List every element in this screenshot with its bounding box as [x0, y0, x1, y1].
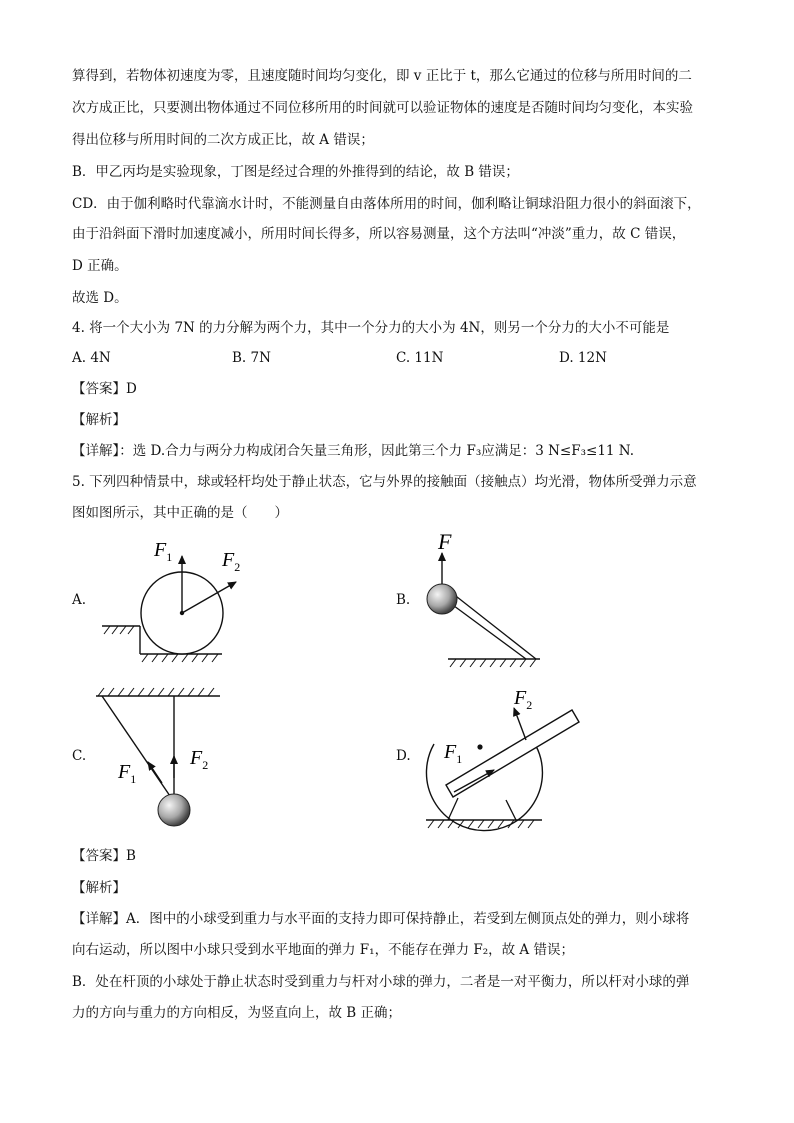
prev-solution-line-2: 次方成正比，只要测出物体通过不同位移所用的时间就可以验证物体的速度是否随时间均匀变化，本实验 — [72, 100, 693, 116]
prev-solution-line-1: 算得到，若物体初速度为零，且速度随时间均匀变化，即 v 正比于 t，那么它通过的位移与所用时间的二 — [72, 68, 692, 84]
q4-analysis-tag: 【解析】 — [72, 412, 126, 428]
fig-c-f1-label: $F_1$ — [118, 761, 137, 786]
fig-d-leg-right — [506, 800, 516, 820]
q4-answer: D — [126, 381, 137, 397]
fig-c-ball — [158, 794, 190, 826]
fig-d-rod — [446, 710, 579, 797]
fig-d-f1-label: $F_1$ — [444, 741, 463, 766]
q4-answer-line — [72, 379, 137, 399]
fig-c-ceiling-hatch — [98, 688, 214, 696]
q5-detail-line-1 — [72, 909, 689, 929]
q5-detail-a1: A．图中的小球受到重力与水平面的支持力即可保持静止，若受到左侧顶点处的弹力，则小球将 — [126, 911, 690, 927]
fig-c-f2-label: $F_2$ — [190, 747, 209, 772]
fig-d-leg-left — [448, 798, 458, 820]
prev-solution-line-7: D 正确。 — [72, 258, 128, 274]
fig-a-f1-label: $F_1$ — [154, 539, 173, 564]
q4-detail-tag: 【详解】 — [72, 443, 120, 459]
q4-option-a: A. 4N — [72, 350, 111, 366]
q5-figure-d — [418, 680, 588, 838]
q4-option-c: C. 11N — [396, 350, 444, 366]
q5-answer-line — [72, 846, 136, 866]
prev-solution-line-6: 由于沿斜面下滑时加速度减小，所用时间长得多，所以容易测量，这个方法叫“冲淡”重力，故 C 错误， — [72, 226, 686, 242]
fig-b-ground-hatch — [450, 659, 536, 667]
q4-option-b: B. 7N — [232, 350, 271, 366]
q5-fig-d-label: D. — [396, 748, 411, 764]
q5-detail-tag: 【详解】 — [72, 911, 126, 927]
q4-option-d: D. 12N — [559, 350, 607, 366]
fig-a-f2-label: $F_2$ — [222, 549, 241, 574]
q4-answer-tag: 【答案】 — [72, 381, 126, 397]
prev-solution-line-3: 得出位移与所用时间的二次方成正比，故 A 错误； — [72, 132, 374, 148]
fig-a-lower-ground-hatch — [142, 654, 218, 662]
q5-detail-line-2: 向右运动，所以图中小球只受到水平地面的弹力 F₁，不能存在弹力 F₂，故 A 错误； — [72, 942, 574, 958]
fig-b-ball — [427, 584, 457, 614]
fig-b-f-label: F — [438, 529, 452, 554]
prev-solution-line-8: 故选 D。 — [72, 290, 128, 306]
q5-stem-2: 图如图所示，其中正确的是（ ） — [72, 505, 288, 521]
q5-figure-c — [92, 682, 232, 834]
prev-solution-line-5: CD．由于伽利略时代靠滴水计时，不能测量自由落体所用的时间，伽利略让铜球沿阻力很小的斜面滚下， — [72, 196, 701, 212]
prev-solution-line-4: B．甲乙丙均是实验现象，丁图是经过合理的外推得到的结论，故 B 错误； — [72, 164, 519, 180]
fig-d-f2-label: $F_2$ — [514, 687, 533, 712]
fig-d-f2-arrow — [514, 708, 526, 740]
fig-c-f1-arrow — [148, 762, 162, 783]
q5-fig-c-label: C. — [72, 748, 87, 764]
q5-stem-1: 5. 下列四种情景中，球或轻杆均处于静止状态，它与外界的接触面（接触点）均光滑，物体所受弹力示意 — [72, 474, 697, 490]
fig-a-upper-ground-hatch — [104, 626, 134, 634]
q5-figure-a — [98, 530, 241, 664]
q4-stem: 4. 将一个大小为 7N 的力分解为两个力，其中一个分力的大小为 4N，则另一个分力的大小不可能是 — [72, 320, 670, 336]
q4-detail-line — [72, 441, 634, 461]
q5-fig-a-label: A. — [72, 592, 87, 608]
q5-answer: B — [126, 848, 136, 864]
fig-b-rod-edge-2 — [452, 593, 536, 659]
fig-d-center-dot — [477, 744, 482, 749]
q5-figure-b — [418, 527, 578, 672]
q4-detail: ：选 D.合力与两分力构成闭合矢量三角形，因此第三个力 F₃应满足：3 N≤F₃≤11 N. — [119, 443, 635, 459]
fig-b-rod-edge-1 — [446, 600, 526, 659]
q5-detail-line-3: B．处在杆顶的小球处于静止状态时受到重力与杆对小球的弹力，二者是一对平衡力，所以杆对小球的弹 — [72, 974, 690, 990]
q5-analysis-tag: 【解析】 — [72, 880, 126, 896]
fig-d-ground-hatch — [428, 820, 534, 828]
q5-answer-tag: 【答案】 — [72, 848, 126, 864]
q5-fig-b-label: B. — [396, 592, 411, 608]
q5-detail-line-4: 力的方向与重力的方向相反，为竖直向上，故 B 正确； — [72, 1005, 402, 1021]
